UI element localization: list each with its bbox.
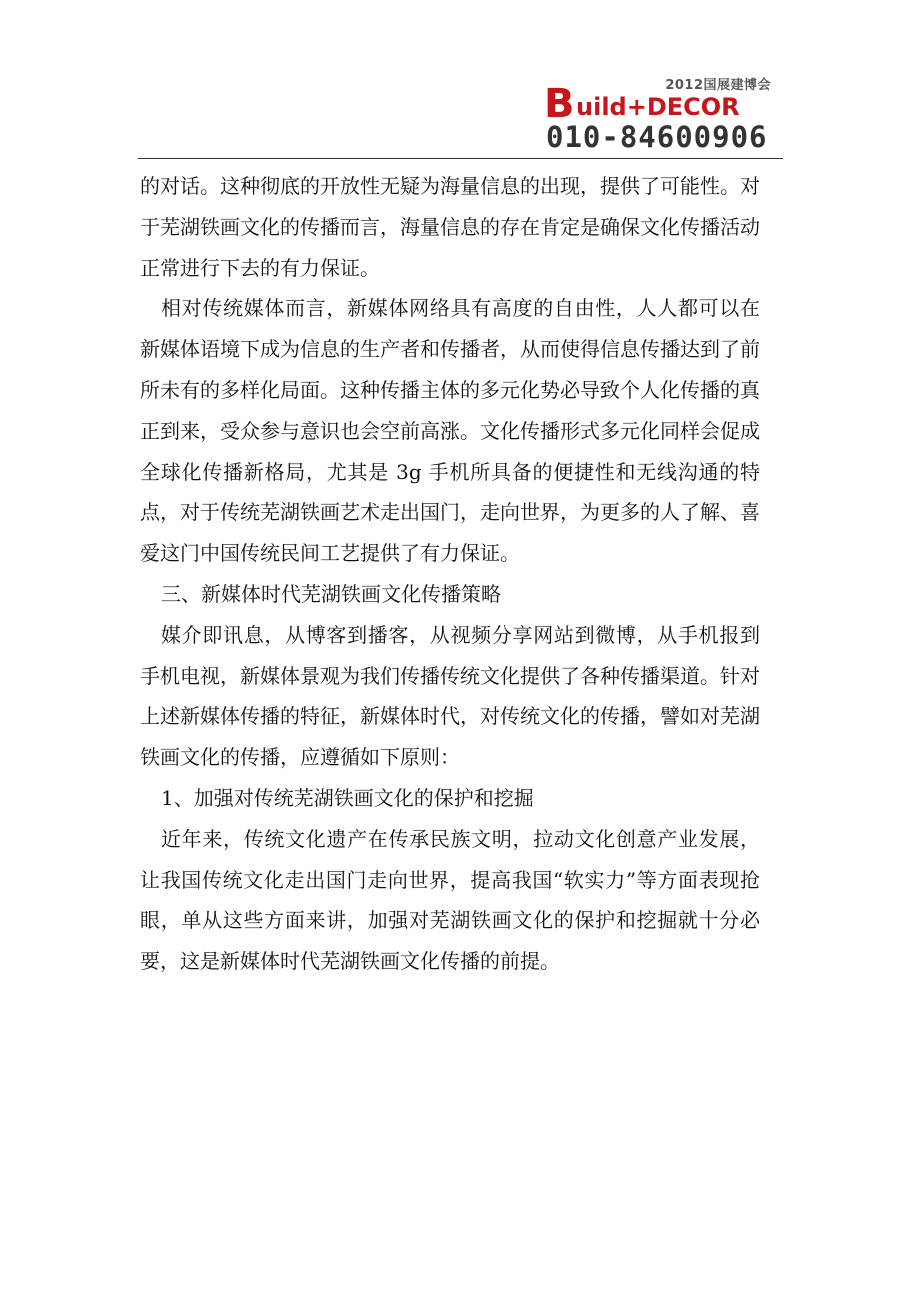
logo-expo-title: 2012国展建博会 — [665, 78, 771, 93]
build-decor-logo — [540, 72, 785, 158]
logo-brand-initial: B — [544, 81, 575, 127]
document-body — [140, 166, 760, 982]
logo-brand-text: uild+DECOR — [576, 93, 740, 121]
paragraph-media-channels: 媒介即讯息，从博客到播客，从视频分享网站到微博，从手机报到手机电视，新媒体景观为我们传播传统文化提供了各种传播渠道。针对上述新媒体传播的特征，新媒体时代，对传统文化的传播，譬如对芜湖铁画文化的传播，应遵循如下原则： — [140, 622, 760, 770]
paragraph-new-media-freedom: 相对传统媒体而言，新媒体网络具有高度的自由性，人人都可以在新媒体语境下成为信息的生产者和传播者，从而使得信息传播达到了前所未有的多样化局面。这种传播主体的多元化势必导致个人化传播的真正到来，受众参与意识也会空前高涨。文化传播形式多元化同样会促成全球化传播新格局，尤其是 3g 手机所具备的便捷性和无线沟通的特点，对于传统芜湖铁画艺术走出国门，走向世界，为更多的人了解、喜爱这门中国传统民间工艺提供了有力保证。 — [140, 296, 760, 566]
header-divider — [138, 158, 783, 159]
paragraph-protection: 近年来，传统文化遗产在传承民族文明，拉动文化创意产业发展，让我国传统文化走出国门走向世界，提高我国“软实力”等方面表现抢眼，单从这些方面来讲，加强对芜湖铁画文化的保护和挖掘就十分必要，这是新媒体时代芜湖铁画文化传播的前提。 — [140, 826, 760, 974]
logo-phone-number: 010-84600906 — [546, 120, 768, 154]
section-heading: 三、新媒体时代芜湖铁画文化传播策略 — [161, 581, 501, 606]
paragraph-continuation: 的对话。这种彻底的开放性无疑为海量信息的出现，提供了可能性。对于芜湖铁画文化的传播而言，海量信息的存在肯定是确保文化传播活动正常进行下去的有力保证。 — [140, 174, 760, 280]
subsection-heading: 1、加强对传统芜湖铁画文化的保护和挖掘 — [161, 785, 534, 810]
